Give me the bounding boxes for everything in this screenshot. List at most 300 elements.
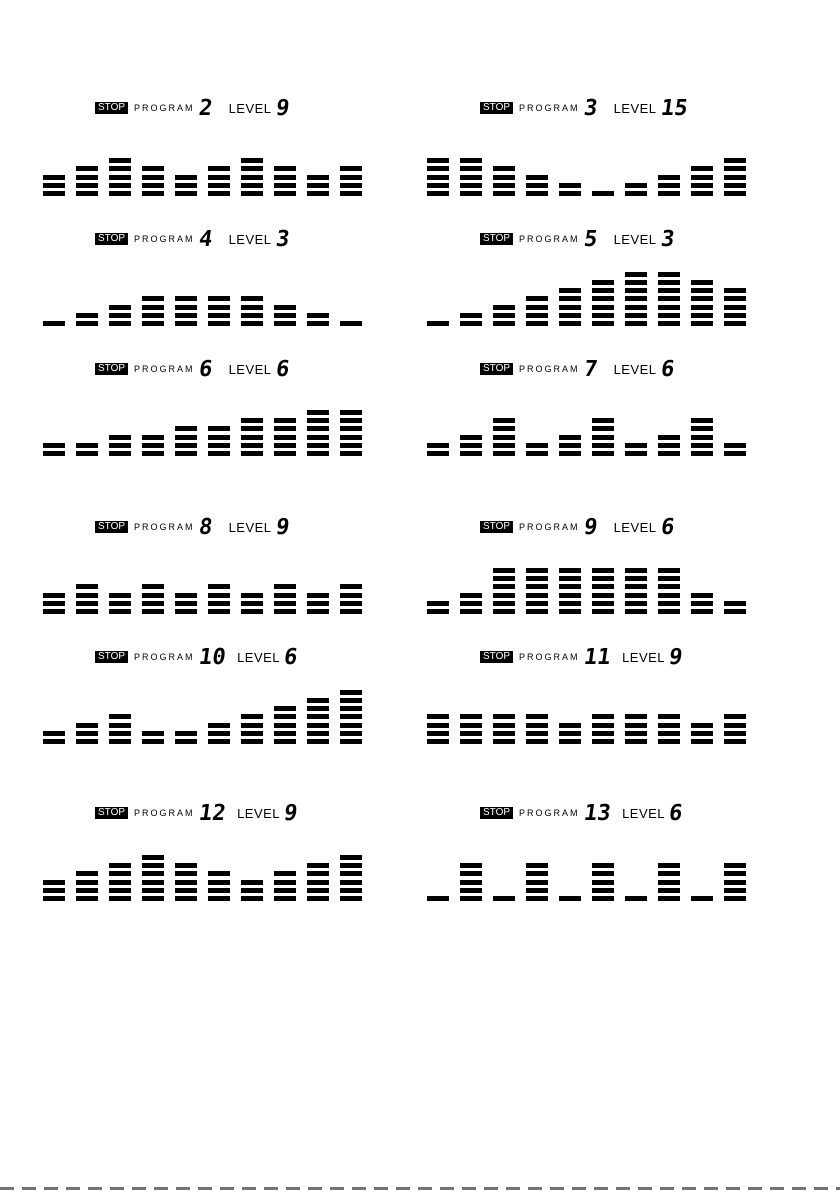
bar-segment — [625, 568, 647, 573]
bar-segment — [658, 731, 680, 736]
bar-segment — [691, 426, 713, 431]
bar-segment — [658, 191, 680, 196]
bar-segment — [340, 593, 362, 598]
bar-segment — [142, 191, 164, 196]
level-label: LEVEL — [613, 100, 657, 116]
bar-segment — [691, 418, 713, 423]
bar-segment — [658, 443, 680, 448]
bar-segment — [559, 576, 581, 581]
stop-badge: STOP — [95, 651, 128, 663]
bar-segment — [625, 191, 647, 196]
bar-segment — [175, 175, 197, 180]
bar-segment — [175, 191, 197, 196]
level-number: 9 — [667, 644, 685, 670]
bar-segment — [493, 576, 515, 581]
bar-segment — [493, 601, 515, 606]
bar-segment — [340, 609, 362, 614]
bar-segment — [427, 714, 449, 719]
bar-segment — [340, 880, 362, 885]
bar-segment — [724, 871, 746, 876]
bar-segment — [76, 601, 98, 606]
bar-segment — [724, 880, 746, 885]
bar-segment — [109, 175, 131, 180]
bar-segment — [142, 175, 164, 180]
bar-segment — [241, 435, 263, 440]
bar-segment — [274, 166, 296, 171]
bar-segment — [340, 321, 362, 326]
bar-segment — [724, 443, 746, 448]
bar-segment — [658, 272, 680, 277]
bar-segment — [109, 593, 131, 598]
bar-segment — [592, 896, 614, 901]
bar-segment — [691, 313, 713, 318]
bar-segment — [625, 714, 647, 719]
bar-segment — [559, 313, 581, 318]
bar-segment — [175, 888, 197, 893]
bar-segment — [274, 731, 296, 736]
bar-segment — [274, 418, 296, 423]
bar-segment — [241, 888, 263, 893]
bar-segment — [175, 321, 197, 326]
bar-segment — [526, 321, 548, 326]
bar-segment — [691, 166, 713, 171]
bar-segment — [493, 584, 515, 589]
bar-segment — [460, 158, 482, 163]
bar-segment — [109, 888, 131, 893]
bar-segment — [340, 731, 362, 736]
bar-segment — [592, 296, 614, 301]
bar-segment — [175, 871, 197, 876]
bar-segment — [109, 871, 131, 876]
bar-segment — [307, 863, 329, 868]
program-header — [480, 228, 679, 250]
bar-segment — [724, 305, 746, 310]
bar-segment — [241, 609, 263, 614]
bar-segment — [208, 896, 230, 901]
bar-segment — [691, 175, 713, 180]
program-number: 4 — [196, 226, 214, 252]
bar-segment — [340, 706, 362, 711]
bar-segment — [592, 871, 614, 876]
bar-segment — [493, 714, 515, 719]
bar-segment — [208, 305, 230, 310]
bar-segment — [592, 313, 614, 318]
level-label: LEVEL — [237, 649, 281, 665]
bar-segment — [109, 435, 131, 440]
bar-segment — [274, 880, 296, 885]
level-label: LEVEL — [228, 100, 272, 116]
level-label: LEVEL — [228, 231, 272, 247]
level-number: 6 — [273, 356, 291, 382]
bar-segment — [76, 175, 98, 180]
bar-segment — [340, 690, 362, 695]
bar-segment — [307, 731, 329, 736]
bar-segment — [592, 280, 614, 285]
stop-badge: STOP — [480, 233, 513, 245]
program-label: PROGRAM — [134, 652, 195, 662]
bar-segment — [76, 723, 98, 728]
program-label: PROGRAM — [134, 808, 195, 818]
bar-segment — [109, 183, 131, 188]
bar-segment — [592, 288, 614, 293]
bar-segment — [142, 871, 164, 876]
bar-segment — [493, 593, 515, 598]
program-header — [95, 358, 294, 380]
bar-segment — [658, 313, 680, 318]
bar-segment — [340, 888, 362, 893]
bar-segment — [241, 896, 263, 901]
bar-segment — [307, 871, 329, 876]
bar-segment — [526, 593, 548, 598]
bar-segment — [142, 443, 164, 448]
bar-segment — [460, 723, 482, 728]
bar-segment — [691, 288, 713, 293]
program-number: 11 — [581, 644, 612, 670]
bar-segment — [208, 584, 230, 589]
bar-segment — [76, 183, 98, 188]
bar-segment — [724, 896, 746, 901]
bar-segment — [592, 723, 614, 728]
program-label: PROGRAM — [134, 234, 195, 244]
bar-segment — [76, 584, 98, 589]
bar-segment — [724, 321, 746, 326]
bar-segment — [142, 435, 164, 440]
bar-segment — [241, 191, 263, 196]
bar-segment — [559, 321, 581, 326]
bar-segment — [493, 739, 515, 744]
program-header — [95, 516, 294, 538]
program-label: PROGRAM — [134, 103, 195, 113]
bar-segment — [625, 609, 647, 614]
bar-segment — [43, 880, 65, 885]
bar-segment — [691, 601, 713, 606]
level-number: 6 — [658, 356, 676, 382]
bar-segment — [724, 183, 746, 188]
bar-segment — [592, 191, 614, 196]
bar-segment — [460, 888, 482, 893]
bar-segment — [307, 706, 329, 711]
bar-segment — [724, 714, 746, 719]
bar-segment — [460, 435, 482, 440]
bar-segment — [175, 305, 197, 310]
bar-segment — [724, 288, 746, 293]
bar-segment — [658, 863, 680, 868]
program-header — [95, 802, 302, 824]
bar-segment — [592, 568, 614, 573]
bar-segment — [526, 568, 548, 573]
bar-segment — [208, 443, 230, 448]
bar-segment — [142, 863, 164, 868]
bar-segment — [427, 321, 449, 326]
bar-segment — [526, 576, 548, 581]
bar-segment — [340, 855, 362, 860]
bar-segment — [307, 593, 329, 598]
bar-segment — [427, 183, 449, 188]
bar-segment — [175, 443, 197, 448]
bar-segment — [559, 296, 581, 301]
bar-segment — [241, 158, 263, 163]
bar-segment — [427, 158, 449, 163]
level-number: 6 — [658, 514, 676, 540]
bar-segment — [274, 305, 296, 310]
bar-segment — [427, 896, 449, 901]
bar-segment — [724, 601, 746, 606]
bar-segment — [592, 593, 614, 598]
bar-segment — [724, 175, 746, 180]
bar-segment — [658, 888, 680, 893]
bar-segment — [493, 568, 515, 573]
bar-segment — [307, 426, 329, 431]
bar-segment — [142, 888, 164, 893]
bar-segment — [307, 896, 329, 901]
bar-segment — [241, 593, 263, 598]
bar-segment — [625, 451, 647, 456]
bar-segment — [625, 576, 647, 581]
bar-segment — [493, 166, 515, 171]
bar-segment — [76, 888, 98, 893]
bar-segment — [427, 731, 449, 736]
bar-segment — [208, 871, 230, 876]
bar-segment — [427, 609, 449, 614]
bar-segment — [340, 698, 362, 703]
bar-segment — [625, 593, 647, 598]
program-number: 10 — [196, 644, 227, 670]
bar-segment — [592, 714, 614, 719]
level-number: 6 — [282, 644, 300, 670]
level-label: LEVEL — [622, 805, 666, 821]
bar-segment — [592, 418, 614, 423]
bar-segment — [493, 305, 515, 310]
stop-badge: STOP — [480, 651, 513, 663]
bar-segment — [274, 706, 296, 711]
bar-segment — [526, 601, 548, 606]
bar-segment — [493, 723, 515, 728]
bar-segment — [526, 584, 548, 589]
bottom-dashed-rule — [0, 1187, 840, 1190]
program-label: PROGRAM — [134, 522, 195, 532]
level-number: 9 — [273, 95, 291, 121]
bar-segment — [724, 191, 746, 196]
bar-segment — [526, 609, 548, 614]
bar-segment — [208, 451, 230, 456]
bar-segment — [658, 451, 680, 456]
bar-segment — [724, 158, 746, 163]
bar-segment — [307, 880, 329, 885]
bar-segment — [526, 739, 548, 744]
level-label: LEVEL — [237, 805, 281, 821]
bar-segment — [76, 880, 98, 885]
bar-segment — [658, 288, 680, 293]
bar-segment — [427, 191, 449, 196]
bar-segment — [340, 601, 362, 606]
bar-segment — [340, 418, 362, 423]
bar-segment — [274, 739, 296, 744]
bar-segment — [307, 410, 329, 415]
bar-segment — [724, 451, 746, 456]
program-header — [95, 646, 302, 668]
bar-segment — [241, 601, 263, 606]
bar-segment — [625, 183, 647, 188]
bar-segment — [460, 451, 482, 456]
program-header — [480, 646, 687, 668]
bar-segment — [460, 175, 482, 180]
bar-segment — [109, 723, 131, 728]
bar-segment — [460, 880, 482, 885]
bar-segment — [658, 321, 680, 326]
bar-segment — [208, 191, 230, 196]
bar-segment — [691, 896, 713, 901]
bar-segment — [142, 739, 164, 744]
bar-segment — [526, 723, 548, 728]
stop-badge: STOP — [480, 807, 513, 819]
level-number: 6 — [667, 800, 685, 826]
bar-segment — [493, 191, 515, 196]
bar-segment — [691, 451, 713, 456]
bar-segment — [175, 863, 197, 868]
bar-segment — [274, 609, 296, 614]
bar-segment — [208, 435, 230, 440]
bar-segment — [109, 601, 131, 606]
bar-segment — [658, 593, 680, 598]
bar-segment — [526, 880, 548, 885]
bar-segment — [691, 183, 713, 188]
bar-segment — [208, 880, 230, 885]
bar-segment — [724, 609, 746, 614]
bar-segment — [208, 175, 230, 180]
bar-segment — [691, 305, 713, 310]
bar-segment — [76, 321, 98, 326]
bar-segment — [208, 321, 230, 326]
program-number: 13 — [581, 800, 612, 826]
bar-segment — [109, 451, 131, 456]
bar-segment — [592, 863, 614, 868]
bar-segment — [109, 321, 131, 326]
bar-segment — [658, 280, 680, 285]
bar-segment — [625, 739, 647, 744]
level-label: LEVEL — [622, 649, 666, 665]
bar-segment — [208, 601, 230, 606]
bar-segment — [175, 451, 197, 456]
bar-segment — [43, 888, 65, 893]
bar-segment — [559, 451, 581, 456]
bar-segment — [175, 296, 197, 301]
bar-segment — [43, 593, 65, 598]
bar-segment — [691, 321, 713, 326]
bar-segment — [76, 451, 98, 456]
bar-segment — [592, 321, 614, 326]
bar-segment — [274, 321, 296, 326]
bar-segment — [307, 183, 329, 188]
bar-segment — [241, 880, 263, 885]
bar-segment — [625, 272, 647, 277]
program-number: 8 — [196, 514, 214, 540]
bar-segment — [76, 731, 98, 736]
bar-segment — [724, 166, 746, 171]
bar-segment — [241, 723, 263, 728]
bar-segment — [175, 609, 197, 614]
bar-segment — [691, 443, 713, 448]
bar-segment — [340, 175, 362, 180]
bar-segment — [559, 609, 581, 614]
bar-segment — [559, 443, 581, 448]
bar-segment — [241, 443, 263, 448]
bar-segment — [274, 183, 296, 188]
bar-segment — [460, 609, 482, 614]
bar-segment — [493, 896, 515, 901]
bar-segment — [592, 739, 614, 744]
bar-segment — [241, 183, 263, 188]
bar-segment — [340, 863, 362, 868]
bar-segment — [208, 888, 230, 893]
bar-segment — [340, 871, 362, 876]
bar-segment — [241, 731, 263, 736]
bar-segment — [691, 435, 713, 440]
bar-segment — [658, 568, 680, 573]
bar-segment — [76, 191, 98, 196]
bar-segment — [340, 166, 362, 171]
bar-segment — [658, 880, 680, 885]
bar-segment — [559, 288, 581, 293]
stop-badge: STOP — [480, 521, 513, 533]
bar-segment — [658, 871, 680, 876]
bar-segment — [241, 296, 263, 301]
bar-segment — [460, 871, 482, 876]
bar-segment — [460, 714, 482, 719]
bar-segment — [493, 175, 515, 180]
bar-segment — [427, 443, 449, 448]
bar-segment — [658, 609, 680, 614]
program-header — [480, 97, 687, 119]
bar-segment — [175, 426, 197, 431]
bar-segment — [625, 584, 647, 589]
bar-segment — [493, 435, 515, 440]
bar-segment — [592, 426, 614, 431]
bar-segment — [559, 723, 581, 728]
bar-segment — [658, 435, 680, 440]
program-label: PROGRAM — [519, 234, 580, 244]
bar-segment — [175, 896, 197, 901]
bar-segment — [76, 313, 98, 318]
bar-segment — [43, 191, 65, 196]
bar-segment — [658, 584, 680, 589]
stop-badge: STOP — [95, 363, 128, 375]
bar-segment — [142, 451, 164, 456]
bar-segment — [307, 609, 329, 614]
bar-segment — [493, 426, 515, 431]
bar-segment — [76, 871, 98, 876]
level-label: LEVEL — [613, 361, 657, 377]
program-header — [95, 228, 294, 250]
bar-segment — [208, 313, 230, 318]
bar-segment — [592, 888, 614, 893]
bar-segment — [625, 313, 647, 318]
bar-segment — [559, 305, 581, 310]
bar-segment — [142, 880, 164, 885]
program-header — [480, 802, 687, 824]
bar-segment — [274, 714, 296, 719]
level-number: 15 — [658, 95, 689, 121]
bar-segment — [460, 896, 482, 901]
bar-segment — [142, 584, 164, 589]
bar-segment — [427, 166, 449, 171]
bar-segment — [658, 723, 680, 728]
bar-segment — [175, 731, 197, 736]
bar-segment — [274, 451, 296, 456]
bar-segment — [592, 576, 614, 581]
bar-segment — [307, 739, 329, 744]
bar-segment — [592, 609, 614, 614]
program-label: PROGRAM — [519, 808, 580, 818]
